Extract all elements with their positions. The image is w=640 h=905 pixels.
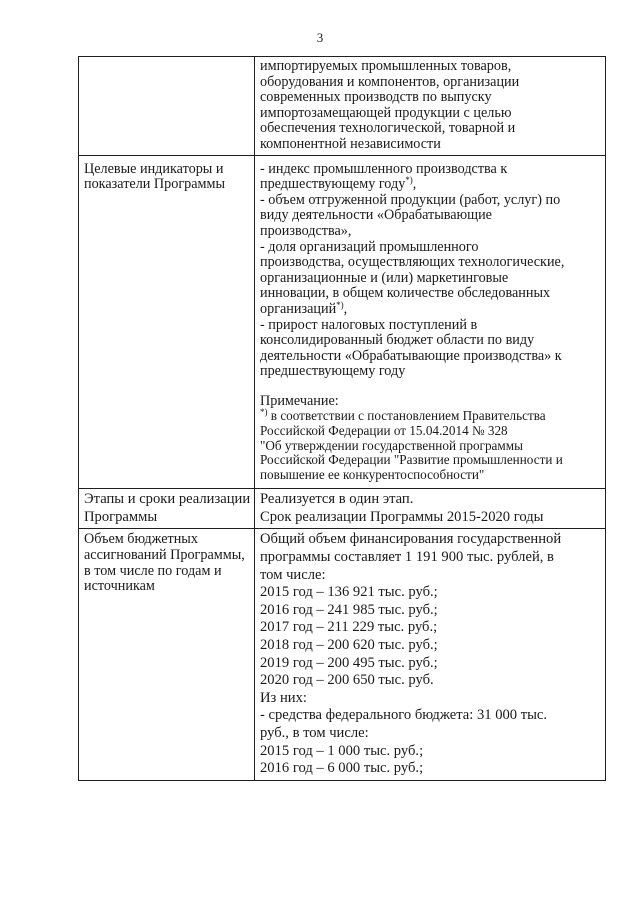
text-line: Общий объем финансирования государственной [260, 531, 562, 548]
text-line: программы составляет 1 191 900 тыс. рублей, в [260, 549, 554, 566]
text-line: - средства федерального бюджета: 31 000 тыс. [260, 707, 548, 724]
footnote-mark: *) [336, 299, 344, 310]
note-line: "Об утверждении государственной программы [260, 437, 523, 453]
table-row-continuation [79, 57, 606, 156]
text-line: 2016 год – 6 000 тыс. руб.; [260, 760, 424, 777]
row-label: Этапы и сроки реализации [84, 491, 251, 508]
text-line: консолидированный бюджет области по виду [260, 332, 535, 349]
program-passport-table [78, 56, 606, 781]
text-line: Срок реализации Программы 2015-2020 годы [260, 508, 544, 525]
budget-label-cell [79, 529, 255, 780]
row-label: показатели Программы [84, 176, 226, 193]
text-line: производства, осуществляющих технологические, [260, 254, 565, 271]
text-line: - прирост налоговых поступлений в [260, 316, 478, 333]
text-line: - индекс промышленного производства к [260, 160, 508, 177]
continuation-label-cell [79, 57, 255, 156]
text-line: компонентной независимости [260, 135, 441, 152]
stages-text-cell [255, 489, 606, 529]
text-line: 2015 год – 1 000 тыс. руб.; [260, 742, 424, 759]
text-line: 2020 год – 200 650 тыс. руб. [260, 672, 434, 689]
row-label: Объем бюджетных [84, 531, 198, 548]
row-label: Целевые индикаторы и [84, 160, 224, 177]
note-title: Примечание: [260, 392, 339, 409]
row-label: в том числе по годам и [84, 562, 222, 579]
footnote-mark: *) [260, 407, 268, 418]
text-line: производства», [260, 222, 352, 239]
table-row-budget [79, 529, 606, 780]
note-line: повышение ее конкурентоспособности" [260, 466, 485, 482]
text-line: 2019 год – 200 495 тыс. руб.; [260, 654, 438, 671]
text-line: оборудования и компонентов, организации [260, 73, 520, 90]
text-line: руб., в том числе: [260, 724, 369, 741]
text-line: - объем отгруженной продукции (работ, услуг) по [260, 191, 561, 208]
text-line: 2017 год – 211 229 тыс. руб.; [260, 619, 438, 636]
text-line: виду деятельности «Обрабатывающие [260, 207, 492, 224]
table-row-stages [79, 489, 606, 529]
text-line: - доля организаций промышленного [260, 238, 479, 255]
note-line: *) в соответствии с постановлением Правительства [260, 407, 546, 424]
row-label: источникам [84, 578, 155, 595]
text-line: импортируемых промышленных товаров, [260, 58, 512, 74]
text-line: предшествующему году [260, 363, 406, 380]
table-row-indicators [79, 155, 606, 489]
note-line: Российской Федерации от 15.04.2014 № 328 [260, 423, 508, 439]
text-line: импортозамещающей продукции с целью [260, 104, 512, 121]
text-line: обеспечения технологической, товарной и [260, 120, 516, 137]
text-line: 2015 год – 136 921 тыс. руб.; [260, 584, 438, 601]
text-line: Реализуется в один этап. [260, 491, 414, 508]
text-line: организаций*), [260, 299, 348, 317]
row-label: ассигнований Программы, [84, 547, 245, 564]
footnote-mark: *) [405, 175, 413, 186]
text-line: предшествующему году*), [260, 175, 417, 193]
note-line: Российской Федерации "Развитие промышленности и [260, 452, 563, 468]
text-line: 2018 год – 200 620 тыс. руб.; [260, 637, 438, 653]
continuation-text-cell [255, 57, 606, 156]
text-line: организационные и (или) маркетинговые [260, 269, 509, 286]
text-line: инновации, в общем количестве обследованных [260, 285, 551, 302]
stages-label-cell [79, 489, 255, 529]
row-label: Программы [84, 508, 158, 525]
indicators-label-cell [79, 155, 255, 489]
text-line: том числе: [260, 566, 326, 583]
text-line: деятельности «Обрабатывающие производства» к [260, 347, 562, 364]
indicators-text-cell [255, 155, 606, 489]
text-line: современных производств по выпуску [260, 89, 492, 106]
budget-text-cell [255, 529, 606, 780]
page-number: 3 [316, 30, 324, 45]
text-line: 2016 год – 241 985 тыс. руб.; [260, 601, 438, 618]
text-line: Из них: [260, 689, 307, 706]
